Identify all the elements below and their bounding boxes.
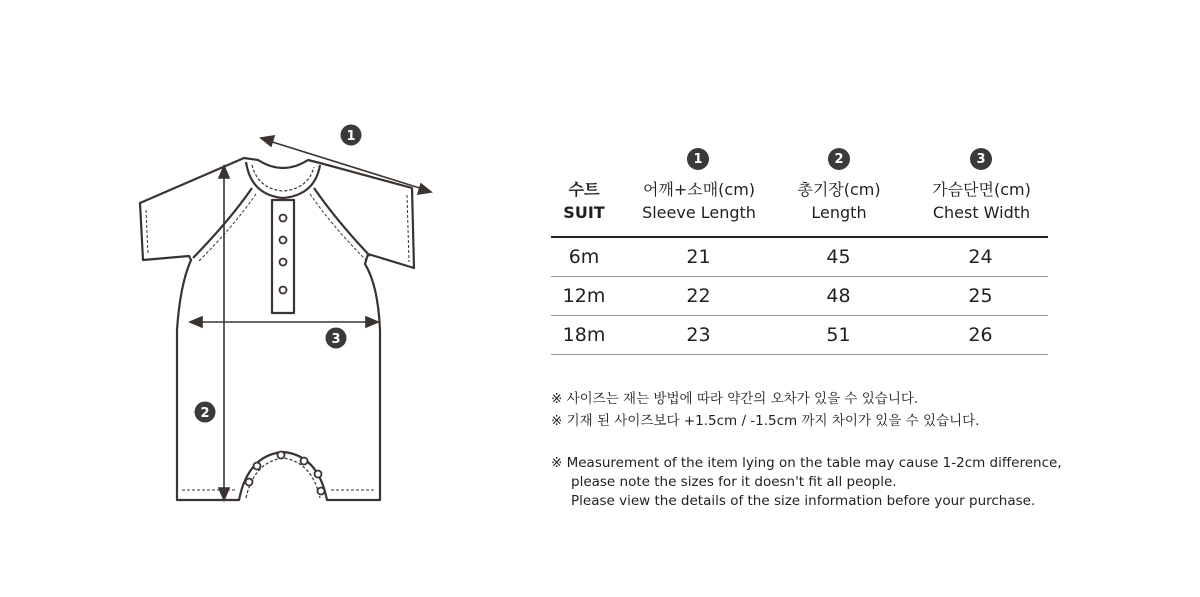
- notes-korean: [551, 390, 979, 431]
- chest-cell: 26: [968, 324, 993, 346]
- sleeve-arrow: [266, 140, 426, 190]
- snap-button: [278, 452, 285, 459]
- header-badges: [551, 140, 1048, 176]
- marker-1: 1: [346, 129, 356, 144]
- snap-button: [246, 479, 253, 486]
- badge-3: 3: [970, 148, 992, 170]
- romper-outline: [140, 158, 414, 500]
- note-ko-1: ※ 사이즈는 재는 방법에 따라 약간의 오차가 있을 수 있습니다.: [551, 391, 919, 407]
- button: [280, 259, 287, 266]
- snap-button: [254, 463, 261, 470]
- note-en-1: ※ Measurement of the item lying on the table may cause 1-2cm difference,: [551, 455, 1062, 471]
- raglan-seam-left: [193, 188, 252, 258]
- snap-button: [315, 471, 322, 478]
- marker-3: 3: [331, 332, 341, 347]
- table-row: [551, 316, 1048, 355]
- notes-english: [551, 454, 1062, 511]
- note-ko-2: ※ 기재 된 사이즈보다 +1.5cm / -1.5cm 까지 차이가 있을 수 있습니다.: [551, 413, 980, 429]
- header-length: 총기장(cm) Length: [797, 180, 881, 222]
- sleeve-cell: 23: [686, 324, 711, 346]
- snap-button: [301, 458, 308, 465]
- chest-cell: 24: [968, 246, 993, 268]
- chest-cell: 25: [968, 285, 993, 307]
- raglan-seam-right: [314, 188, 370, 256]
- romper-illustration: [0, 0, 540, 597]
- note-en-3: Please view the details of the size information before your purchase.: [571, 493, 1036, 509]
- marker-2: 2: [200, 406, 210, 421]
- table-row: [551, 238, 1048, 277]
- size-cell: 18m: [562, 324, 606, 346]
- button: [280, 287, 287, 294]
- sleeve-cell: 21: [686, 246, 711, 268]
- length-cell: 48: [826, 285, 851, 307]
- badge-1: 1: [687, 148, 709, 170]
- length-cell: 45: [826, 246, 851, 268]
- size-cell: 6m: [568, 246, 600, 268]
- table-row: [551, 277, 1048, 316]
- sleeve-cell: 22: [686, 285, 711, 307]
- button: [280, 215, 287, 222]
- table-header: [551, 176, 1048, 238]
- header-chest: 가슴단면(cm) Chest Width: [932, 180, 1031, 222]
- size-cell: 12m: [562, 285, 606, 307]
- header-sleeve: 어깨+소매(cm) Sleeve Length: [642, 180, 756, 222]
- size-table: [551, 140, 1048, 355]
- badge-2: 2: [828, 148, 850, 170]
- snap-button: [318, 488, 325, 495]
- button: [280, 237, 287, 244]
- header-suit: 수트 SUIT: [563, 180, 605, 222]
- note-en-2: please note the sizes for it doesn't fit all people.: [571, 474, 897, 490]
- length-cell: 51: [826, 324, 851, 346]
